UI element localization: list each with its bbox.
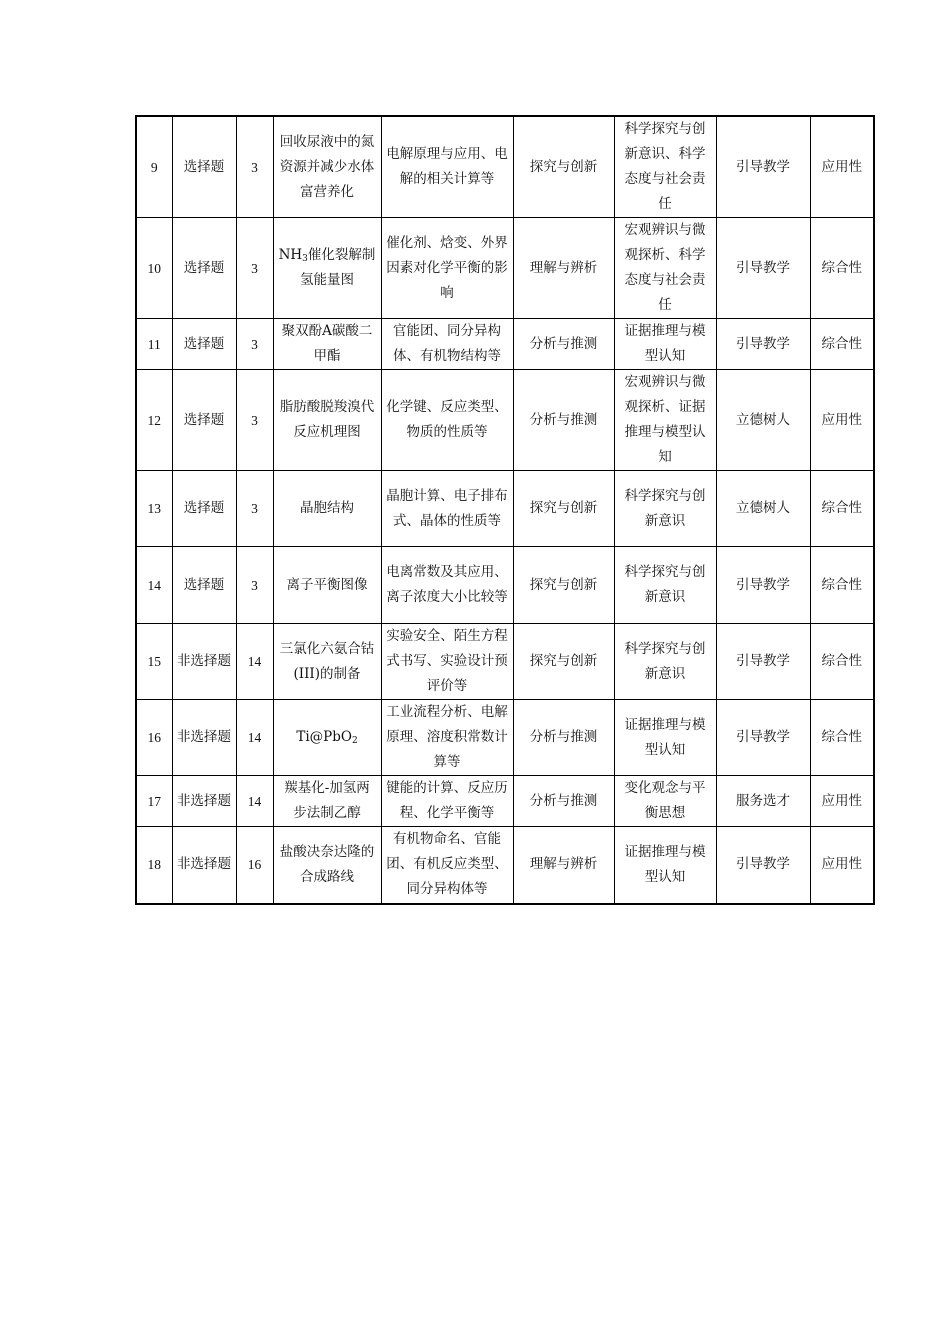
question-score: 14 <box>236 700 273 776</box>
question-type: 选择题 <box>172 116 236 218</box>
question-score: 3 <box>236 218 273 319</box>
question-score: 3 <box>236 547 273 624</box>
question-number: 12 <box>136 370 172 471</box>
question-number: 16 <box>136 700 172 776</box>
core-literacy: 科学探究与创新意识 <box>614 624 716 700</box>
question-topic: 回收尿液中的氮资源并减少水体富营养化 <box>273 116 381 218</box>
table-row <box>136 776 874 827</box>
question-score: 3 <box>236 370 273 471</box>
table-row <box>136 319 874 370</box>
table-row <box>136 624 874 700</box>
question-number: 15 <box>136 624 172 700</box>
teaching-goal: 引导教学 <box>716 547 810 624</box>
question-type: 选择题 <box>172 319 236 370</box>
question-number: 17 <box>136 776 172 827</box>
question-topic: 晶胞结构 <box>273 471 381 547</box>
question-score: 14 <box>236 624 273 700</box>
ability-requirement: 探究与创新 <box>513 624 614 700</box>
core-literacy: 证据推理与模型认知 <box>614 827 716 904</box>
teaching-goal: 引导教学 <box>716 827 810 904</box>
knowledge-points: 实验安全、陌生方程式书写、实验设计预评价等 <box>381 624 513 700</box>
question-nature: 综合性 <box>810 218 874 319</box>
teaching-goal: 引导教学 <box>716 218 810 319</box>
knowledge-points: 官能团、同分异构体、有机物结构等 <box>381 319 513 370</box>
core-literacy: 科学探究与创新意识 <box>614 471 716 547</box>
question-number: 10 <box>136 218 172 319</box>
knowledge-points: 化学键、反应类型、物质的性质等 <box>381 370 513 471</box>
core-literacy: 科学探究与创新意识、科学态度与社会责任 <box>614 116 716 218</box>
core-literacy: 宏观辨识与微观探析、证据推理与模型认知 <box>614 370 716 471</box>
table-row <box>136 370 874 471</box>
question-nature: 应用性 <box>810 116 874 218</box>
question-type: 选择题 <box>172 471 236 547</box>
ability-requirement: 探究与创新 <box>513 547 614 624</box>
ability-requirement: 分析与推测 <box>513 700 614 776</box>
ability-requirement: 分析与推测 <box>513 370 614 471</box>
question-score: 3 <box>236 319 273 370</box>
question-nature: 应用性 <box>810 776 874 827</box>
knowledge-points: 有机物命名、官能团、有机反应类型、同分异构体等 <box>381 827 513 904</box>
question-type: 选择题 <box>172 370 236 471</box>
question-number: 11 <box>136 319 172 370</box>
question-nature: 应用性 <box>810 827 874 904</box>
ability-requirement: 分析与推测 <box>513 776 614 827</box>
teaching-goal: 引导教学 <box>716 319 810 370</box>
question-number: 18 <box>136 827 172 904</box>
question-nature: 综合性 <box>810 471 874 547</box>
table-row <box>136 547 874 624</box>
question-type: 选择题 <box>172 547 236 624</box>
question-type: 非选择题 <box>172 700 236 776</box>
question-score: 3 <box>236 471 273 547</box>
question-type: 非选择题 <box>172 776 236 827</box>
topic-formula: NH <box>278 247 303 263</box>
teaching-goal: 引导教学 <box>716 116 810 218</box>
core-literacy: 证据推理与模型认知 <box>614 319 716 370</box>
ability-requirement: 分析与推测 <box>513 319 614 370</box>
table-row <box>136 827 874 904</box>
ability-requirement: 探究与创新 <box>513 116 614 218</box>
question-topic <box>273 218 381 319</box>
question-topic: 离子平衡图像 <box>273 547 381 624</box>
teaching-goal: 立德树人 <box>716 370 810 471</box>
question-topic: 盐酸决奈达隆的合成路线 <box>273 827 381 904</box>
question-type: 非选择题 <box>172 624 236 700</box>
teaching-goal: 引导教学 <box>716 700 810 776</box>
core-literacy: 变化观念与平衡思想 <box>614 776 716 827</box>
knowledge-points: 电离常数及其应用、离子浓度大小比较等 <box>381 547 513 624</box>
knowledge-points: 电解原理与应用、电解的相关计算等 <box>381 116 513 218</box>
question-topic <box>273 700 381 776</box>
ability-requirement: 理解与辨析 <box>513 218 614 319</box>
table-row <box>136 700 874 776</box>
question-nature: 综合性 <box>810 319 874 370</box>
question-number: 9 <box>136 116 172 218</box>
question-type: 选择题 <box>172 218 236 319</box>
question-number: 14 <box>136 547 172 624</box>
knowledge-points: 晶胞计算、电子排布式、晶体的性质等 <box>381 471 513 547</box>
table-row <box>136 116 874 218</box>
question-nature: 应用性 <box>810 370 874 471</box>
ability-requirement: 探究与创新 <box>513 471 614 547</box>
exam-analysis-table <box>135 115 875 905</box>
knowledge-points: 工业流程分析、电解原理、溶度积常数计算等 <box>381 700 513 776</box>
question-nature: 综合性 <box>810 624 874 700</box>
core-literacy: 证据推理与模型认知 <box>614 700 716 776</box>
topic-subscript: 2 <box>351 736 358 746</box>
table-row <box>136 471 874 547</box>
topic-subscript: 3 <box>302 254 308 264</box>
teaching-goal: 立德树人 <box>716 471 810 547</box>
question-nature: 综合性 <box>810 700 874 776</box>
knowledge-points: 键能的计算、反应历程、化学平衡等 <box>381 776 513 827</box>
question-score: 14 <box>236 776 273 827</box>
knowledge-points: 催化剂、焓变、外界因素对化学平衡的影响 <box>381 218 513 319</box>
teaching-goal: 引导教学 <box>716 624 810 700</box>
question-score: 3 <box>236 116 273 218</box>
question-topic: 三氯化六氨合钴(III)的制备 <box>273 624 381 700</box>
question-topic: 聚双酚A碳酸二甲酯 <box>273 319 381 370</box>
question-number: 13 <box>136 471 172 547</box>
question-score: 16 <box>236 827 273 904</box>
topic-text: 催化裂解制氢能量图 <box>300 247 376 288</box>
teaching-goal: 服务选才 <box>716 776 810 827</box>
topic-formula: Ti@PbO <box>296 729 352 745</box>
core-literacy: 宏观辨识与微观探析、科学态度与社会责任 <box>614 218 716 319</box>
core-literacy: 科学探究与创新意识 <box>614 547 716 624</box>
ability-requirement: 理解与辨析 <box>513 827 614 904</box>
question-nature: 综合性 <box>810 547 874 624</box>
question-topic: 羰基化-加氢两步法制乙醇 <box>273 776 381 827</box>
question-topic: 脂肪酸脱羧溴代反应机理图 <box>273 370 381 471</box>
question-type: 非选择题 <box>172 827 236 904</box>
table-row <box>136 218 874 319</box>
